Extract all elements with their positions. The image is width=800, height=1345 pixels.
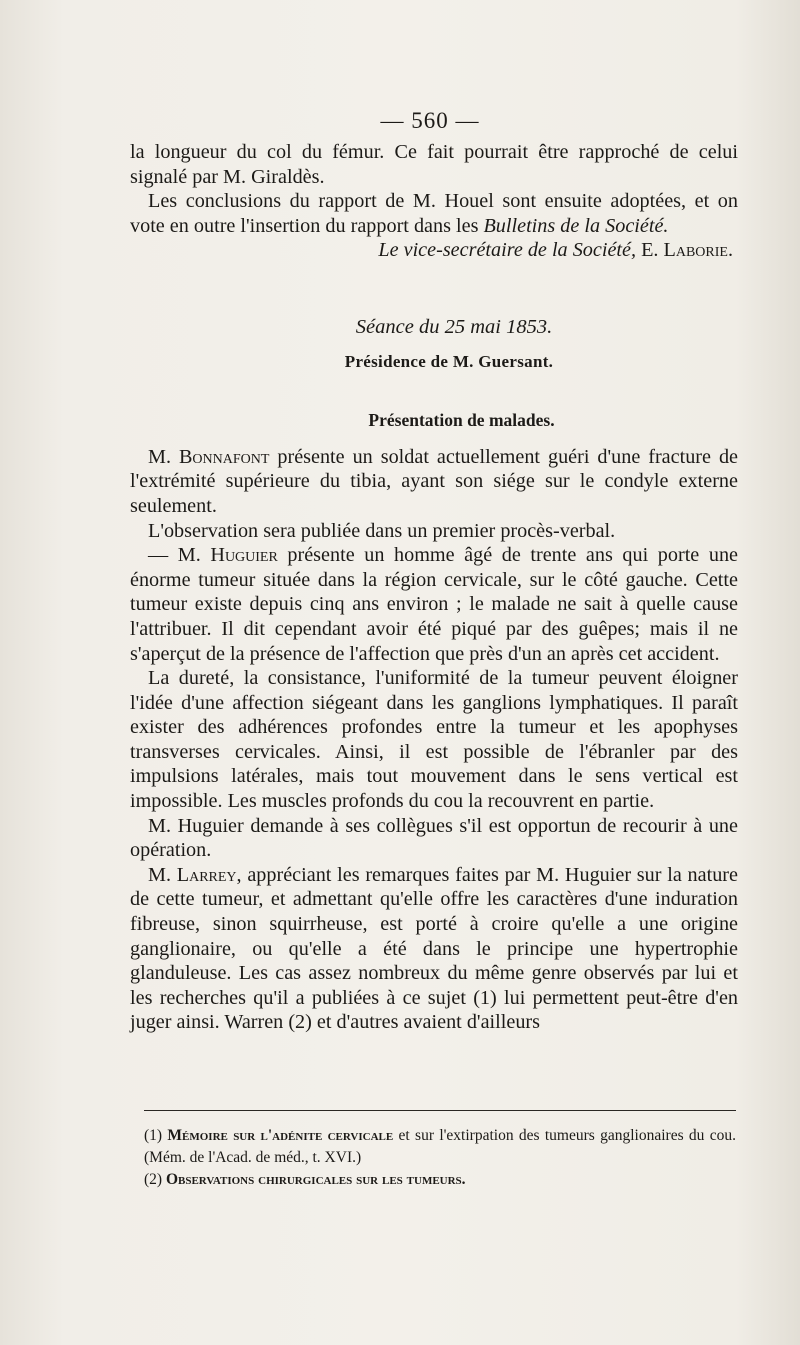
paragraph-8: [130, 863, 738, 1035]
footnotes: [144, 1110, 736, 1191]
huguier-name: Huguier: [210, 544, 278, 567]
footnote-2: [144, 1169, 736, 1191]
signature-name: E. Laborie.: [636, 239, 733, 262]
bonnafont-name: M. Bonnafont: [148, 445, 270, 468]
paragraph-4: L'observation sera publiée dans un premier procès-verbal.: [148, 519, 616, 542]
paragraph-2: [130, 189, 738, 238]
presidence-heading: Présidence de M. Guersant.: [344, 351, 554, 371]
paragraph-8-prefix: M.: [148, 863, 177, 886]
paragraph-5-prefix: — M.: [148, 544, 211, 567]
paragraph-3: [130, 445, 738, 519]
footnote-2-number: (2): [144, 1171, 166, 1188]
body-text: [130, 140, 738, 1035]
section-spacer: [130, 263, 738, 315]
bulletins-title: Bulletins de la Société.: [483, 214, 669, 237]
page-number: — 560 —: [380, 108, 480, 133]
paragraph-7: M. Huguier demande à ses collègues s'il est opportun de recourir à une opération.: [130, 814, 738, 862]
footnote-1-number: (1): [144, 1127, 168, 1144]
paragraph-5-text: présente un homme âgé de trente ans qui porte une énorme tumeur située dans la région cervicale, sur le côté gauche. Cette tumeur existe depuis cinq ans environ ; le malade ne sait à quelle cause l'attribuer. Il dit cependant avoir été piqué par des guêpes; mais il ne s'aperçut de la présence de l'affection que près d'un an après cet accident.: [130, 544, 738, 665]
paragraph-6: La dureté, la consistance, l'uniformité de la tumeur peuvent éloigner l'idée d'une affection siégeant dans les ganglions lymphatiques. Il paraît exister des adhérences profondes entre la tumeur et les apophyses transverses cervicales. Ainsi, il est possible de l'ébranler par des impulsions latérales, mais tout mouvement dans le sens vertical est impossible. Les muscles profonds du cou la recouvrent en partie.: [130, 667, 738, 813]
paragraph-3-text: présente un soldat actuellement guéri d'une fracture de l'extrémité supérieure du tibia, ayant son siége sur le condyle externe seulement.: [130, 445, 738, 517]
footnote-1-text: et sur l'extirpation des tumeurs ganglionaires du cou. (Mém. de l'Acad. de méd., t. XVI.): [144, 1127, 737, 1166]
seance-heading: [130, 315, 738, 340]
signature: [130, 238, 733, 263]
signature-role: Le vice-secrétaire de la Société,: [378, 239, 637, 262]
paragraph-5: [130, 543, 738, 666]
larrey-name: Larrey: [176, 863, 237, 886]
paragraph-2-text: Les conclusions du rapport de M. Houel sont ensuite adoptées, et on vote en outre l'insertion du rapport dans les: [130, 190, 738, 237]
presentation-heading: Présentation de malades.: [368, 410, 555, 431]
seance-date: Séance du 25 mai 1853.: [355, 315, 553, 338]
paragraph-1: la longueur du col du fémur. Ce fait pourrait être rapproché de celui signalé par M. Giraldès.: [130, 141, 738, 188]
footnote-1: [144, 1125, 736, 1169]
footnote-1-title: Mémoire sur l'adénite cervicale: [167, 1127, 394, 1144]
footnote-2-title: Observations chirurgicales sur les tumeurs.: [165, 1171, 466, 1188]
paragraph-8-text: , appréciant les remarques faites par M. Huguier sur la nature de cette tumeur, et admettant qu'elle offre les caractères d'une induration fibreuse, sinon squirrheuse, est porté à croire qu'elle a une origine ganglionaire, ou qu'elle a été dans le principe une hypertrophie glanduleuse. Les cas assez nombreux du même genre observés par lui et les recherches qu'il a publiées à ce sujet (1) lui permettent peut-être d'en juger ainsi. Warren (2) et d'autres avaient d'ailleurs: [130, 863, 738, 1034]
